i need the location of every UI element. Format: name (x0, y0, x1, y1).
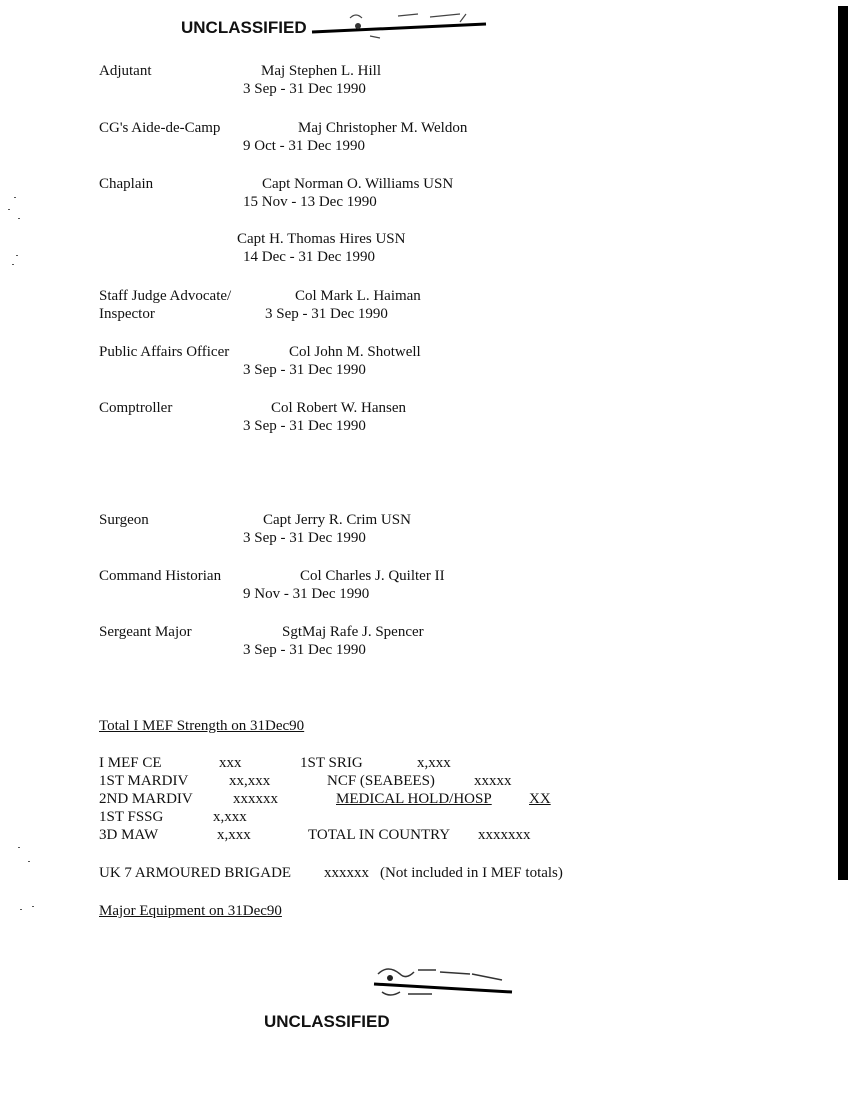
strength-heading: Total I MEF Strength on 31Dec90 (99, 718, 305, 734)
staff-dates-pao: 3 Sep - 31 Dec 1990 (243, 362, 366, 378)
staff-name-chaplain-2: Capt H. Thomas Hires USN (237, 231, 406, 247)
scan-speck (18, 847, 20, 848)
staff-name-sgtmaj: SgtMaj Rafe J. Spencer (282, 624, 424, 640)
strength-maw-value: x,xxx (217, 827, 251, 843)
uk-brigade-note: (Not included in I MEF totals) (380, 865, 563, 881)
staff-name-chaplain: Capt Norman O. Williams USN (262, 176, 454, 192)
staff-dates-comptroller: 3 Sep - 31 Dec 1990 (243, 418, 366, 434)
staff-title-surgeon: Surgeon (99, 512, 149, 528)
strength-ce-value: xxx (219, 755, 242, 771)
scan-speck (16, 255, 18, 256)
staff-title-aide: CG's Aide-de-Camp (99, 120, 221, 136)
strength-fssg-label: 1ST FSSG (99, 809, 164, 825)
scan-speck (18, 218, 20, 219)
equipment-heading: Major Equipment on 31Dec90 (99, 903, 282, 919)
uk-brigade-value: xxxxxx (324, 865, 369, 881)
classification-bottom: UNCLASSIFIED (264, 1012, 390, 1031)
staff-name-surgeon: Capt Jerry R. Crim USN (263, 512, 411, 528)
staff-name-comptroller: Col Robert W. Hansen (271, 400, 406, 416)
staff-dates-chaplain-2: 14 Dec - 31 Dec 1990 (243, 249, 376, 265)
staff-dates-adjutant: 3 Sep - 31 Dec 1990 (243, 81, 366, 97)
staff-title-adjutant: Adjutant (99, 63, 152, 79)
staff-title-sja-2: Inspector (99, 306, 155, 322)
staff-title-comptroller: Comptroller (99, 400, 173, 416)
strength-mardiv1-value: xx,xxx (229, 773, 271, 789)
staff-title-chaplain: Chaplain (99, 176, 154, 192)
strength-mardiv2-value: xxxxxx (233, 791, 278, 807)
staff-name-historian: Col Charles J. Quilter II (300, 568, 445, 584)
scan-speck (14, 197, 16, 198)
staff-name-sja: Col Mark L. Haiman (295, 288, 421, 304)
strength-fssg-value: x,xxx (213, 809, 247, 825)
staff-title-pao: Public Affairs Officer (99, 344, 230, 360)
strength-total-value: xxxxxxx (478, 827, 531, 843)
staff-title-sja: Staff Judge Advocate/ (99, 288, 232, 304)
scan-speck (8, 209, 10, 210)
classification-top: UNCLASSIFIED (181, 18, 307, 37)
staff-name-aide: Maj Christopher M. Weldon (298, 120, 468, 136)
staff-title-sgtmaj: Sergeant Major (99, 624, 192, 640)
strength-maw-label: 3D MAW (99, 827, 159, 843)
scan-edge-bar (838, 6, 848, 880)
strength-ncf-value: xxxxx (474, 773, 512, 789)
strength-ncf-label: NCF (SEABEES) (327, 773, 435, 789)
staff-dates-sgtmaj: 3 Sep - 31 Dec 1990 (243, 642, 366, 658)
scan-speck (20, 909, 22, 910)
scan-speck (32, 906, 34, 907)
staff-dates-aide: 9 Oct - 31 Dec 1990 (243, 138, 366, 154)
strength-mardiv2-label: 2ND MARDIV (99, 791, 193, 807)
scan-speck (12, 264, 14, 265)
uk-brigade-label: UK 7 ARMOURED BRIGADE (99, 865, 292, 881)
scan-speck (28, 861, 30, 862)
staff-dates-surgeon: 3 Sep - 31 Dec 1990 (243, 530, 366, 546)
staff-dates-chaplain: 15 Nov - 13 Dec 1990 (243, 194, 377, 210)
strength-ce-label: I MEF CE (99, 755, 162, 771)
staff-title-historian: Command Historian (99, 568, 222, 584)
strength-medical-value: XX (529, 791, 551, 807)
strength-srig-value: x,xxx (417, 755, 451, 771)
staff-name-pao: Col John M. Shotwell (289, 344, 421, 360)
staff-dates-historian: 9 Nov - 31 Dec 1990 (243, 586, 370, 602)
strength-total-label: TOTAL IN COUNTRY (308, 827, 451, 843)
redaction-scribble-top (310, 8, 490, 42)
strength-medical-label: MEDICAL HOLD/HOSP (336, 791, 492, 807)
strength-srig-label: 1ST SRIG (300, 755, 363, 771)
staff-name-adjutant: Maj Stephen L. Hill (261, 63, 381, 79)
strength-mardiv1-label: 1ST MARDIV (99, 773, 189, 789)
redaction-scribble-bottom (368, 960, 518, 1000)
staff-dates-sja: 3 Sep - 31 Dec 1990 (265, 306, 388, 322)
